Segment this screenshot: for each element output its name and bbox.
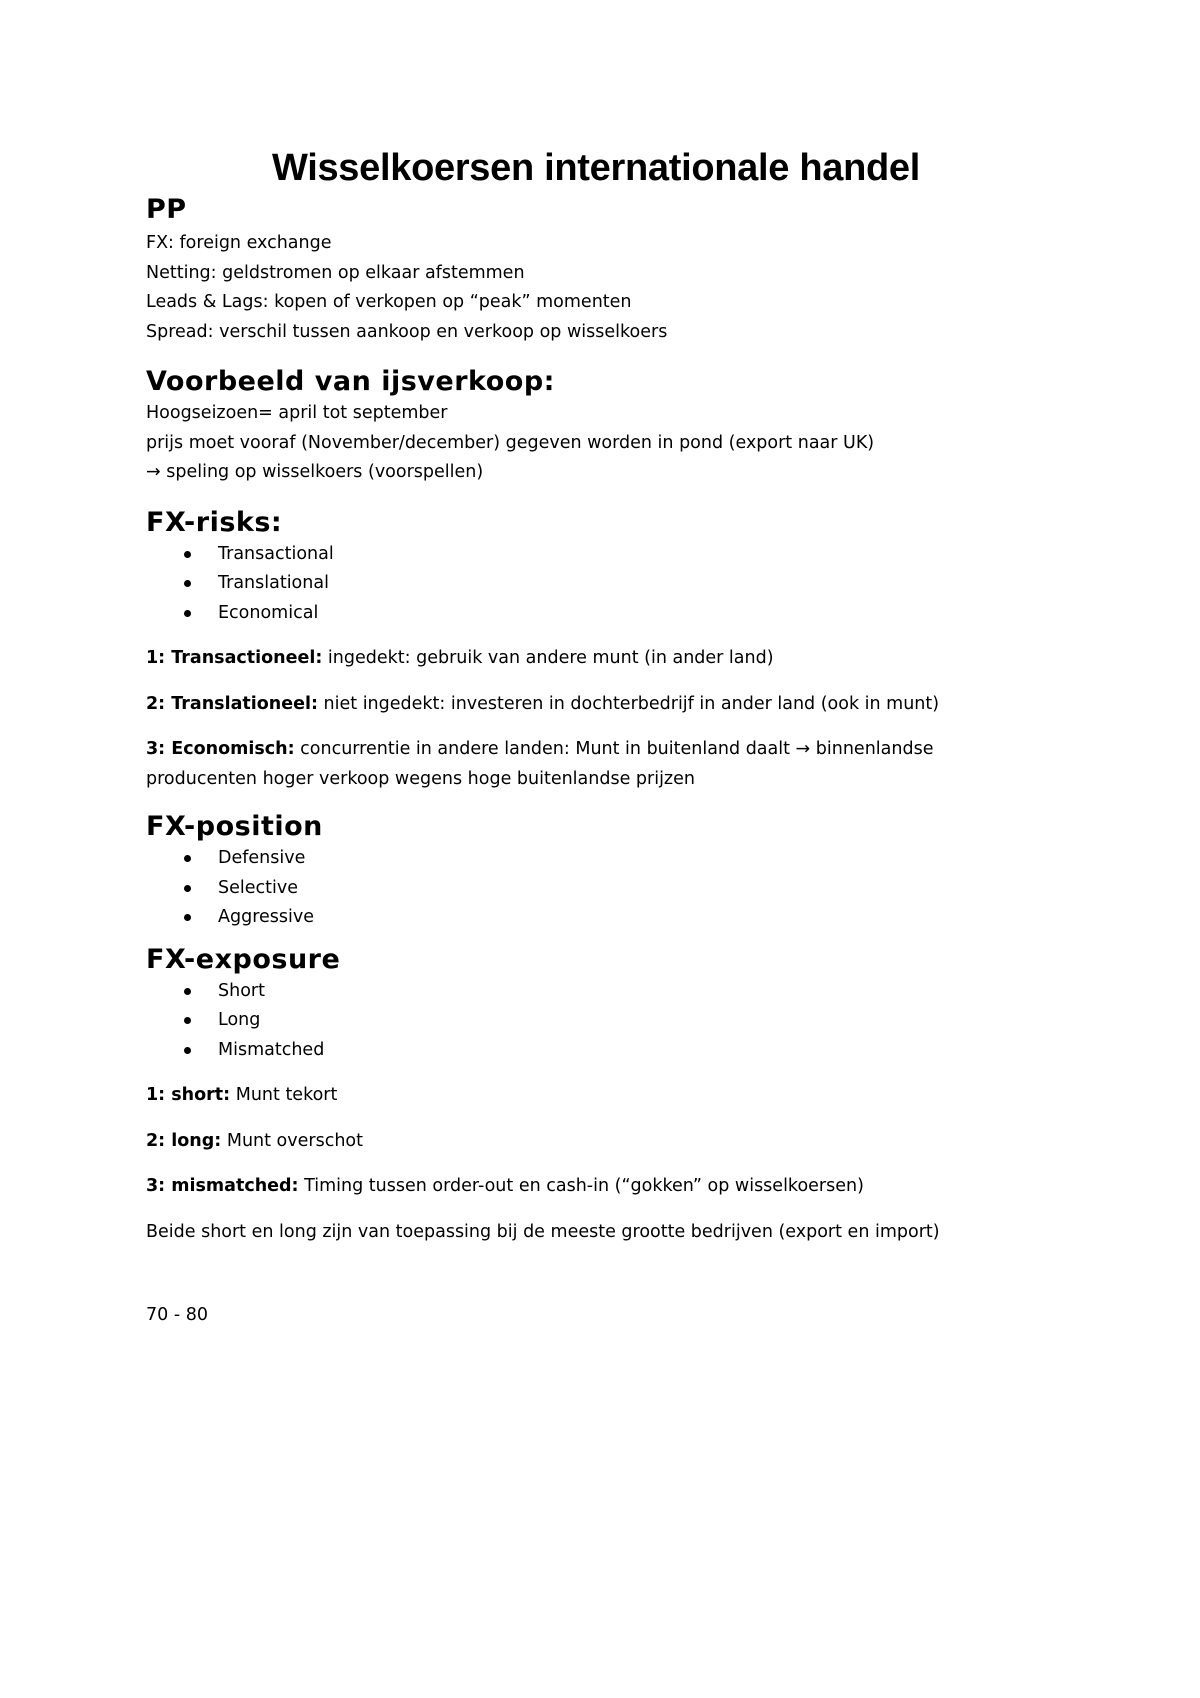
risk-item-1 (146, 644, 1046, 674)
example-arrow-line (146, 458, 1046, 488)
bullet-icon (184, 914, 191, 921)
list-item (184, 599, 1046, 629)
list-item (184, 540, 1046, 570)
arrow-icon: → (795, 739, 811, 759)
exposure-item-text: Munt overschot (221, 1130, 363, 1151)
exposure-note: Beide short en long zijn van toepassing bij de meeste grootte bedrijven (export en import) (146, 1221, 940, 1242)
list-item-text: Transactional (218, 543, 334, 564)
document-title: Wisselkoersen internationale handel (271, 147, 921, 189)
definition-line: FX: foreign exchange (146, 233, 332, 253)
risk-item-text: binnenlandse producenten hoger verkoop wegens hoge buitenlandse prijzen (146, 739, 934, 789)
exposure-item-label: 3: mismatched: (146, 1176, 299, 1196)
example-line: Hoogseizoen= april tot september (146, 403, 448, 423)
risk-item-text: ingedekt: gebruik van andere munt (in ander land) (322, 648, 774, 668)
list-item (184, 1036, 1046, 1066)
list-item-text: Economical (218, 602, 319, 623)
risk-item-text: concurrentie in andere landen: Munt in buitenland daalt (294, 739, 796, 759)
example-line: prijs moet vooraf (November/december) gegeven worden in pond (export naar UK) (146, 432, 875, 453)
risk-item-label: 3: Economisch: (146, 739, 295, 759)
exposure-item-label: 2: long: (146, 1130, 222, 1151)
list-item (184, 903, 1046, 933)
page-range-note: 70 - 80 (146, 1305, 208, 1325)
exposure-item-label: 1: short: (146, 1085, 231, 1105)
example-arrow-text: speling op wisselkoers (voorspellen) (160, 462, 484, 482)
list-item-text: Translational (218, 573, 329, 593)
risk-item-label: 1: Transactioneel: (146, 648, 323, 668)
bullet-icon (184, 855, 191, 862)
risk-item-label: 2: Translationeel: (146, 693, 318, 714)
exposure-item-text: Timing tussen order-out en cash-in (“gokken” op wisselkoersen) (298, 1176, 864, 1196)
heading-pp: PP (146, 194, 187, 225)
heading-fx-risks: FX-risks: (146, 506, 283, 538)
heading-example: Voorbeeld van ijsverkoop: (146, 366, 555, 397)
pp-definitions (146, 229, 1046, 347)
definition-line: Netting: geldstromen op elkaar afstemmen (146, 262, 525, 283)
bullet-icon (184, 580, 191, 587)
fx-risks-list (146, 540, 1046, 629)
list-item (184, 1006, 1046, 1036)
arrow-icon: → (146, 462, 161, 482)
definition-line: Leads & Lags: kopen of verkopen op “peak” momenten (146, 292, 632, 312)
list-item (184, 977, 1046, 1007)
bullet-icon (184, 885, 191, 892)
list-item (184, 844, 1046, 874)
document-page (146, 145, 1046, 1331)
list-item-text: Mismatched (218, 1039, 325, 1060)
list-item-text: Short (218, 980, 265, 1001)
fx-exposure-list (146, 977, 1046, 1066)
fx-position-list (146, 844, 1046, 933)
bullet-icon (184, 1047, 191, 1054)
definition-line: Spread: verschil tussen aankoop en verkoop op wisselkoers (146, 321, 668, 342)
list-item-text: Selective (218, 877, 298, 898)
list-item-text: Defensive (218, 848, 306, 868)
list-item-text: Aggressive (218, 907, 314, 927)
exposure-item-text: Munt tekort (230, 1085, 338, 1105)
heading-fx-position: FX-position (146, 811, 323, 842)
bullet-icon (184, 551, 191, 558)
list-item (184, 874, 1046, 904)
exposure-item-1 (146, 1081, 1046, 1111)
exposure-item-3 (146, 1172, 1046, 1202)
list-item (184, 569, 1046, 599)
heading-fx-exposure: FX-exposure (146, 943, 341, 975)
exposure-item-2 (146, 1127, 1046, 1157)
risk-item-text: niet ingedekt: investeren in dochterbedrijf in ander land (ook in munt) (317, 693, 940, 714)
list-item-text: Long (218, 1010, 261, 1030)
bullet-icon (184, 1017, 191, 1024)
risk-item-3 (146, 735, 966, 794)
bullet-icon (184, 988, 191, 995)
bullet-icon (184, 610, 191, 617)
risk-item-2 (146, 690, 1046, 720)
